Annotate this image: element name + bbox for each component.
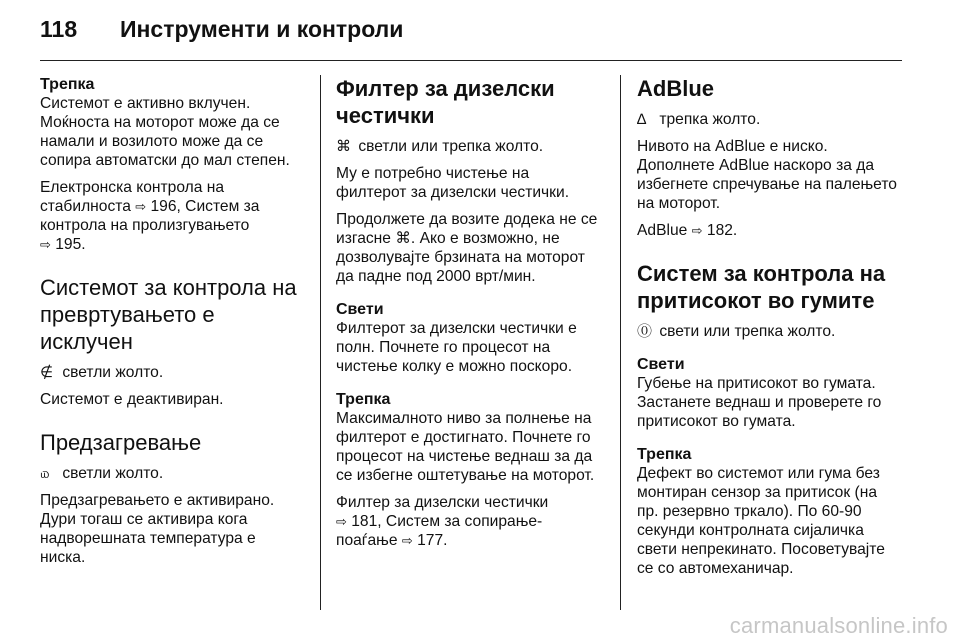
reference-arrow-icon: ⇨ <box>40 237 51 252</box>
paragraph-with-references: Филтер за дизелски честички ⇨ 181, Систем за сопирање-поаѓање ⇨ 177. <box>336 494 549 549</box>
column-divider-1 <box>320 75 321 610</box>
column-1 <box>40 75 302 575</box>
paragraph: Му е потребно чистење на филтерот за дизелски честички. <box>336 165 570 201</box>
section-heading-flashing: Трепка <box>637 446 692 463</box>
section-title-rollover: Системот за контрола на превртувањето е исклучен <box>40 275 297 354</box>
paragraph: Нивото на AdBlue е ниско. Дополнете AdBlue наскоро за да избегнете спречување на палењето на моторот. <box>637 138 897 212</box>
section-heading-on: Свети <box>637 356 685 373</box>
adblue-icon: ∆ <box>637 111 647 128</box>
page-reference[interactable]: 182. <box>706 222 738 239</box>
page-header <box>40 16 403 43</box>
section-title-dpf: Филтер за дизелски честички <box>336 76 555 128</box>
page-reference[interactable]: 177. <box>417 532 448 549</box>
column-2 <box>336 75 598 558</box>
paragraph: Губење на притисокот во гумата. Застанете веднаш и проверете го притисокот во гумата. <box>637 375 882 430</box>
glow-plug-icon: ௰ <box>40 465 50 482</box>
rollover-off-icon: ∉ <box>40 364 54 381</box>
paragraph-with-references: Електронска контрола на стабилноста ⇨ 196, Систем за контрола на пролизгувањето ⇨ 195. <box>40 179 260 253</box>
section-heading-flashing: Трепка <box>40 76 95 93</box>
reference-arrow-icon: ⇨ <box>135 199 147 214</box>
section-heading-on: Свети <box>336 301 384 318</box>
paragraph: Максималното ниво за полнење на филтерот е достигнато. Почнете го процесот на чистење веднаш за да се избегне оштетување на моторот. <box>336 410 595 484</box>
indicator-line: ⌘ светли или трепка жолто. <box>336 138 544 155</box>
paragraph: Филтерот за дизелски честички е полн. Почнете го процесот на чистење колку е можно поскоро. <box>336 320 577 375</box>
reference-arrow-icon: ⇨ <box>336 514 347 529</box>
page-number: 118 <box>40 16 78 42</box>
page-reference[interactable]: 196, Систем за контрола на пролизгувањето <box>40 198 260 234</box>
paragraph: Системот е активно вклучен. Моќноста на моторот може да се намали и возилото може да се сопира автоматски до мал степен. <box>40 95 290 169</box>
indicator-line: ∆ трепка жолто. <box>637 111 761 128</box>
indicator-line: ∉ светли жолто. <box>40 364 164 381</box>
header-divider <box>40 60 902 61</box>
section-heading-flashing: Трепка <box>336 391 391 408</box>
watermark: carmanualsonline.info <box>729 613 948 638</box>
indicator-line: ௰ светли жолто. <box>40 465 164 482</box>
column-divider-2 <box>620 75 621 610</box>
reference-arrow-icon: ⇨ <box>401 533 413 548</box>
indicator-line: ⓪ свети или трепка жолто. <box>637 323 836 340</box>
paragraph-with-references: AdBlue ⇨ 182. <box>637 222 738 239</box>
column-3 <box>637 75 899 586</box>
reference-arrow-icon: ⇨ <box>691 223 703 238</box>
dpf-icon: ⌘ <box>336 138 351 155</box>
section-title-adblue: AdBlue <box>637 76 714 101</box>
section-title-preheating: Предзагревање <box>40 430 202 455</box>
page-reference[interactable]: 181, Систем за сопирање-поаѓање <box>336 513 543 549</box>
tire-pressure-icon: ⓪ <box>637 323 653 340</box>
paragraph: Продолжете да возите додека не се изгасне ⌘. Ако е возможно, не дозволувајте брзината на моторот да падне под 2000 врт/мин. <box>336 211 598 285</box>
page-title: Инструменти и контроли <box>120 16 404 42</box>
paragraph: Системот е деактивиран. <box>40 391 224 408</box>
paragraph: Предзагревањето е активирано. Дури тогаш се активира кога надворешната температура е ниска. <box>40 492 275 566</box>
section-title-tpms: Систем за контрола на притисокот во гумите <box>637 261 886 313</box>
page-reference[interactable]: 195. <box>55 236 86 253</box>
paragraph: Дефект во системот или гума без монтиран сензор за притисок (на пр. резервно тркало). По 60-90 секунди контролната сијаличка свети непрекинато. Посоветувајте се со автомеханичар. <box>637 465 885 577</box>
dpf-icon: ⌘ <box>395 230 411 247</box>
